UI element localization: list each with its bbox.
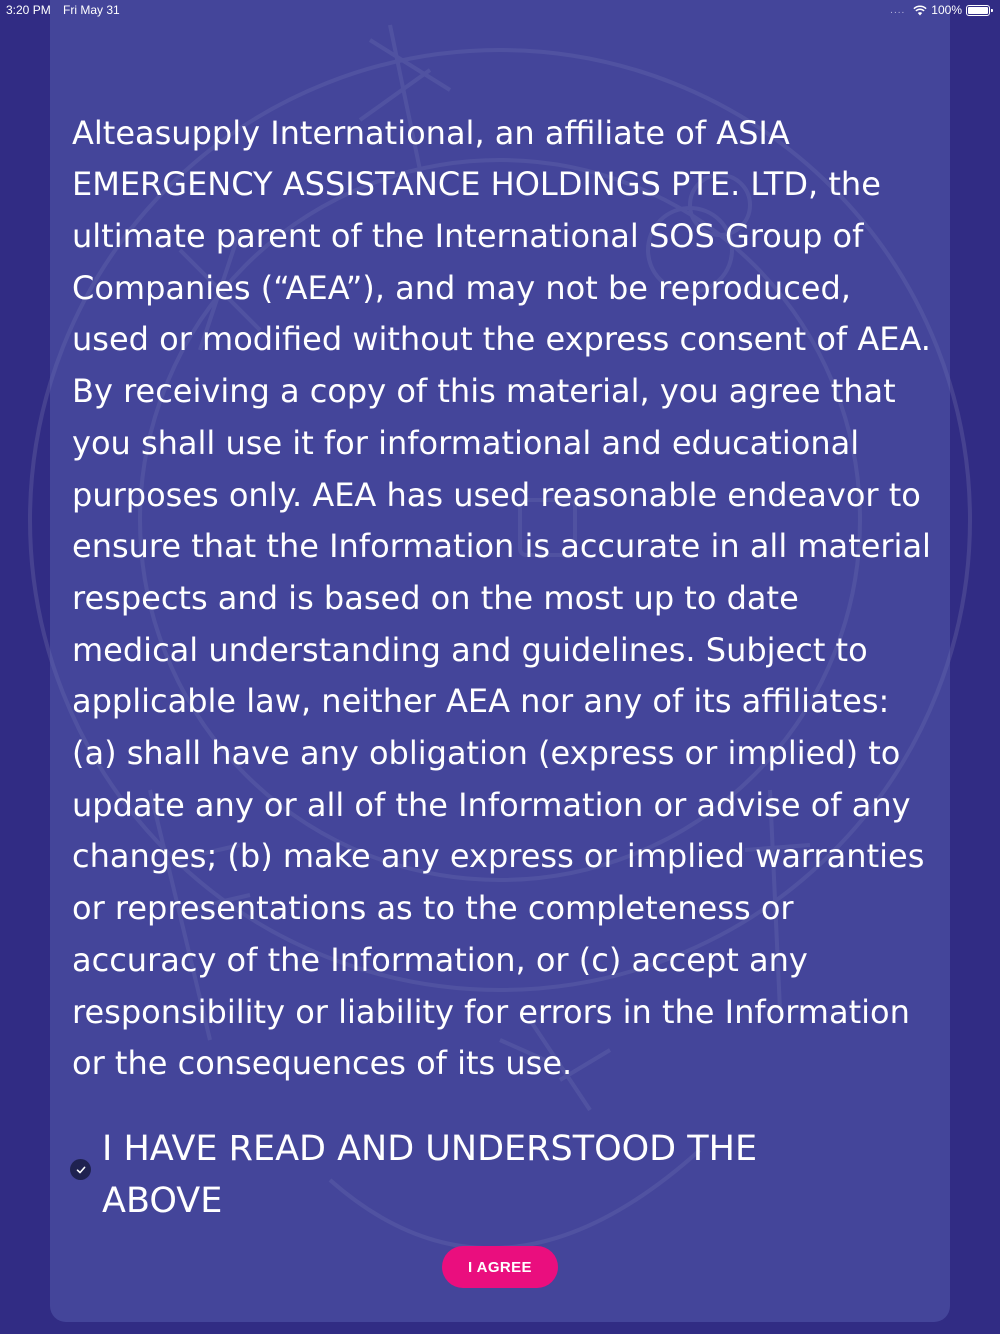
battery-percent: 100%	[931, 3, 962, 17]
disclaimer-scroll-area[interactable]	[50, 0, 950, 1090]
checkmark-glyph	[75, 1164, 87, 1176]
status-bar	[0, 0, 1000, 20]
wifi-icon	[913, 5, 927, 16]
acknowledgement-label: I HAVE READ AND UNDERSTOOD THE ABOVE	[102, 1129, 758, 1221]
status-date: Fri May 31	[63, 3, 120, 17]
disclaimer-card	[50, 0, 950, 1322]
disclaimer-text: Alteasupply International, an affiliate of ASIA EMERGENCY ASSISTANCE HOLDINGS PTE. LTD, the ultimate parent of the International SOS Group of Companies (“AEA”), and may not be reproduced, used or modified without the express consent of AEA. By receiving a copy of this material, you agree that you shall use it for informational and educational purposes only. AEA has used reasonable endeavor to ensure that the Information is accurate in all material respects and is based on the most up to date medical understanding and guidelines. Subject to applicable law, neither AEA nor any of its affiliates: (a) shall have any obligation (express or implied) to update any or all of the Information or advise of any changes; (b) make any express or implied warranties or representations as to the completeness or accuracy of the Information, or (c) accept any responsibility or liability for errors in the Information or the consequences of its use.	[72, 113, 931, 1083]
checkmark-icon[interactable]	[70, 1159, 91, 1180]
acknowledgement-checkbox-row[interactable]	[70, 1123, 870, 1223]
battery-icon	[966, 5, 990, 16]
status-time: 3:20 PM	[6, 3, 51, 17]
battery-fill	[968, 7, 988, 14]
signal-dots-icon: ....	[890, 4, 906, 16]
status-indicators	[890, 3, 990, 17]
agree-button[interactable]: I AGREE	[442, 1246, 558, 1288]
